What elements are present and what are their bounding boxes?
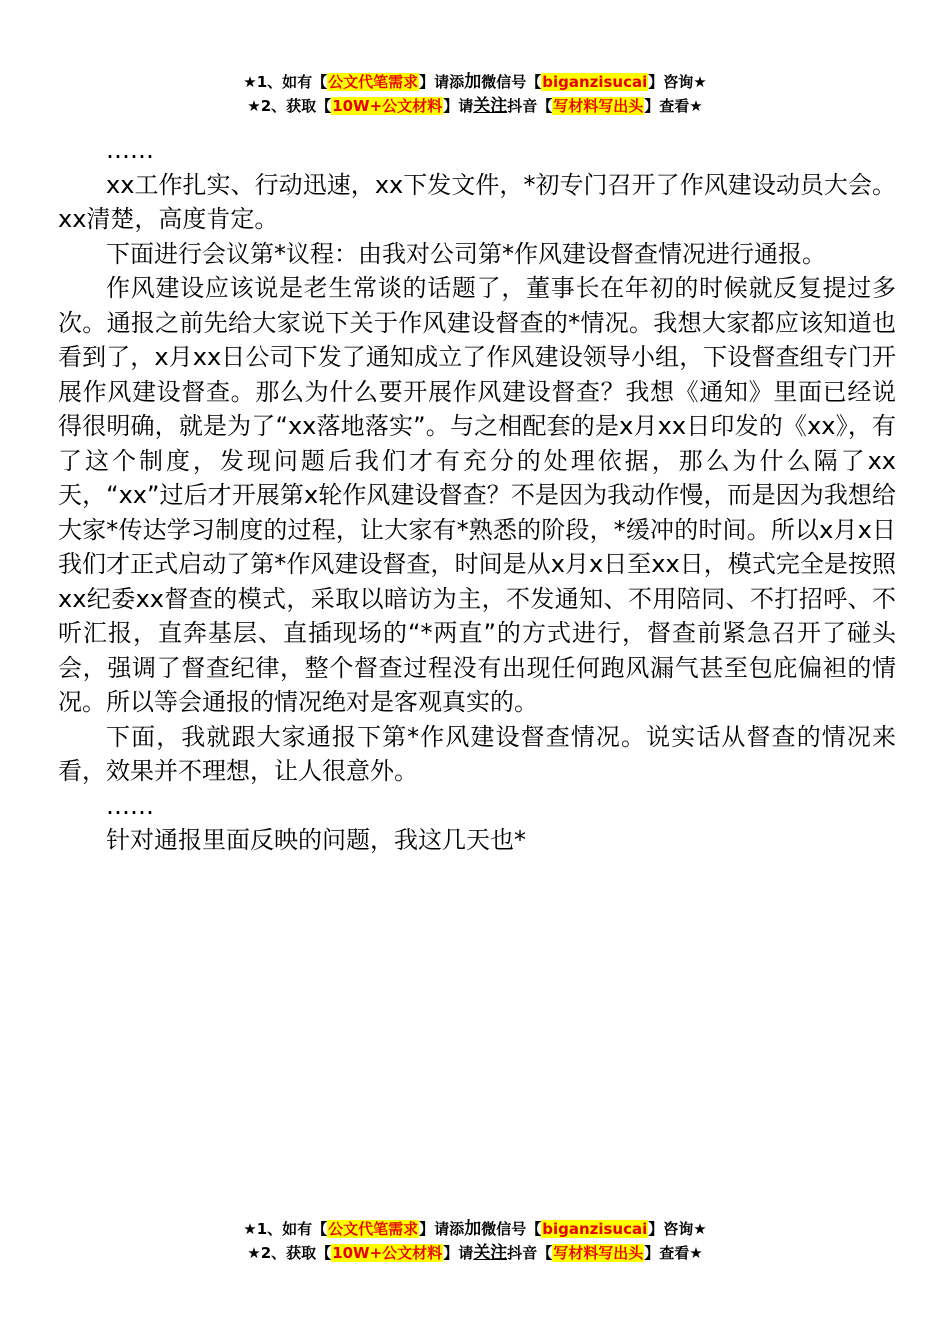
- footer-line-1: ★1、如有【公文代笔需求】请添加微信号【biganzisucai】咨询★: [243, 1219, 707, 1239]
- highlight-materials: 10W+公文材料: [332, 97, 443, 115]
- paragraph-3: 作风建设应该说是老生常谈的话题了，董事长在年初的时候就反复提过多次。通报之前先给大家说下关于作风建设督查的*情况。我想大家都应该知道也看到了，x月xx日公司下发了通知成立了作风建设领导小组，下设督查组专门开展作风建设督查。那么为什么要开展作风建设督查？我想《通知》里面已经说得很明确，就是为了“xx落地落实”。与之相配套的是x月xx日印发的《xx》，有了这个制度，发现问题后我们才有充分的处理依据，那么为什么隔了xx天，“xx”过后才开展第x轮作风建设督查？不是因为我动作慢，而是因为我想给大家*传达学习制度的过程，让大家有*熟悉的阶段，*缓冲的时间。所以x月x日我们才正式启动了第*作风建设督查，时间是从x月x日至xx日，模式完全是按照xx纪委xx督查的模式，采取以暗访为主，不发通知、不用陪同、不打招呼、不听汇报，直奔基层、直插现场的“*两直”的方式进行，督查前紧急召开了碰头会，强调了督查纪律，整个督查过程没有出现任何跑风漏气甚至包庇偏袒的情况。所以等会通报的情况绝对是客观真实的。: [58, 274, 896, 716]
- highlight-douyin-account: 写材料写出头: [553, 97, 644, 115]
- banner-line-2: ★2、获取【10W+公文材料】请关注抖音【写材料写出头】查看★: [247, 96, 703, 116]
- banner-line-1: ★1、如有【公文代笔需求】请添加微信号【biganzisucai】咨询★: [243, 72, 707, 92]
- paragraph-ellipsis-1: ……: [106, 136, 154, 164]
- footer-line-2: ★2、获取【10W+公文材料】请关注抖音【写材料写出头】查看★: [247, 1243, 703, 1263]
- header-banner: [0, 70, 950, 118]
- paragraph-5: 针对通报里面反映的问题，我这几天也*: [106, 826, 526, 854]
- highlight-wechat-id: biganzisucai: [542, 73, 648, 91]
- footer-highlight-materials: 10W+公文材料: [332, 1244, 443, 1262]
- paragraph-ellipsis-2: ……: [106, 791, 154, 820]
- paragraph-4: 下面，我就跟大家通报下第*作风建设督查情况。说实话从督查的情况来看，效果并不理想，让人很意外。: [58, 722, 896, 785]
- paragraph-2: 下面进行会议第*议程：由我对公司第*作风建设督查情况进行通报。: [106, 239, 826, 268]
- footer-highlight-wechat-id: biganzisucai: [542, 1220, 648, 1238]
- document-body: [58, 133, 896, 858]
- footer-banner: [0, 1217, 950, 1265]
- footer-highlight-service: 公文代笔需求: [328, 1220, 419, 1238]
- paragraph-1: xx工作扎实、行动迅速，xx下发文件，*初专门召开了作风建设动员大会。xx清楚，高度肯定。: [58, 170, 896, 233]
- highlight-service: 公文代笔需求: [328, 73, 419, 91]
- footer-highlight-douyin-account: 写材料写出头: [553, 1244, 644, 1262]
